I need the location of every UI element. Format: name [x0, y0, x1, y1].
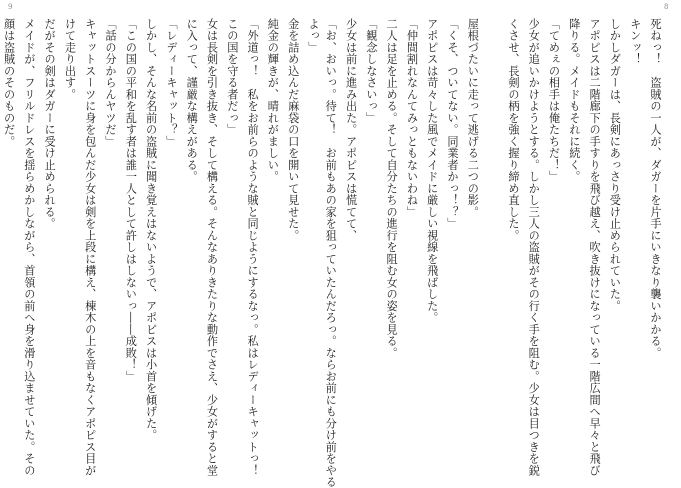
text-line: 「この国の平和を乱す者は誰一人として許しはしないっ――成敗！」 — [124, 18, 138, 383]
text-line: 「お、おいっ。待て！ お前もあの家を狙っていたんだろっ。ならお前にも分け前をやる — [324, 18, 338, 488]
text-line: 「てめぇの相手は俺たちだ！」 — [547, 18, 561, 183]
text-line: 少女は前に進み出た。アポピスは慌てて、 — [344, 18, 358, 242]
text-line: だがその剣はダガーに受け止められる。 — [43, 18, 57, 230]
text-line: しかしダガーは、長剣にあっさり受け止められていた。 — [608, 18, 622, 312]
text-line: 「観念しなさいっ」 — [364, 18, 378, 124]
text-line: よっ」 — [307, 18, 320, 54]
text-line: メイドが、フリルドレスを揺らめかしながら、首領の前へ身を滑り込ませていた。その — [22, 18, 36, 477]
text-line: に入って、謹厳な構えがある。 — [185, 18, 199, 183]
text-line: 死ねっ！ 盗賊の一人が、ダガーを片手にいきなり襲いかかる。 — [649, 18, 662, 359]
text-line: 二人は足を止める。そして自分たちの進行を阻む女の姿を見る。 — [385, 18, 399, 359]
text-line: 「仲間割れなんてみっともないわね」 — [405, 18, 419, 218]
text-line: 「話の分からんヤツだ」 — [104, 18, 118, 148]
text-line: けて走り出す。 — [63, 18, 77, 101]
text-line: 降りる。メイドもそれに続く。 — [567, 18, 581, 183]
text-line: 「くそ、ついてない。同業者かっ！？」 — [446, 18, 460, 230]
text-line: くさせ、長剣の柄を強く握り締め直した。 — [506, 18, 520, 242]
text-line: 顔は盗賊のそのものだ。 — [2, 18, 16, 148]
text-line: キャットスーツに身を包んだ少女は剣を上段に構え、棟木の上を音もなくアポピス目が — [83, 18, 97, 477]
gutter — [340, 0, 341, 480]
text-line: 「外道っ！ 私をお前らのような賊と同じようにするなっ。私はレディーキャットっ！ — [246, 18, 260, 477]
text-line: 金を詰め込んだ麻袋の口を開いて見せた。 — [286, 18, 300, 242]
text-line: 屋根づたいに走って逃げる二つの影。 — [466, 18, 480, 218]
text-line: アポピスは二階廊下の手すりを飛び越え、吹き抜けになっている一階広間へ早々と飛び — [588, 18, 602, 477]
text-line: 少女が追いかけようとする。しかし三人の盗賊がその行く手を阻む。少女は目つきを鋭 — [527, 18, 541, 477]
page-number-left: 9 — [8, 3, 13, 11]
text-line: この国を守る者だっ」 — [225, 18, 239, 136]
text-line: キンッ！ — [628, 18, 642, 65]
text-line: 純金の輝きが、晴れがましい。 — [266, 18, 280, 183]
text-line: 「レディーキャット？」 — [164, 18, 178, 148]
text-line: アポピスは苛々した風でメイドに厳しい視線を飛ばした。 — [425, 18, 439, 324]
text-line — [482, 18, 502, 474]
text-line: しかし、そんな名前の盗賊に聞き覚えはないようで、アポピスは小首を傾げた。 — [144, 18, 158, 441]
right-page-text — [324, 18, 665, 488]
page-number-right: 8 — [664, 3, 669, 11]
text-line: 女は長剣を引き抜き、そして構える。そんなありきたりな動作でさえ、少女がすると堂 — [205, 18, 219, 477]
left-page-text — [2, 18, 323, 477]
